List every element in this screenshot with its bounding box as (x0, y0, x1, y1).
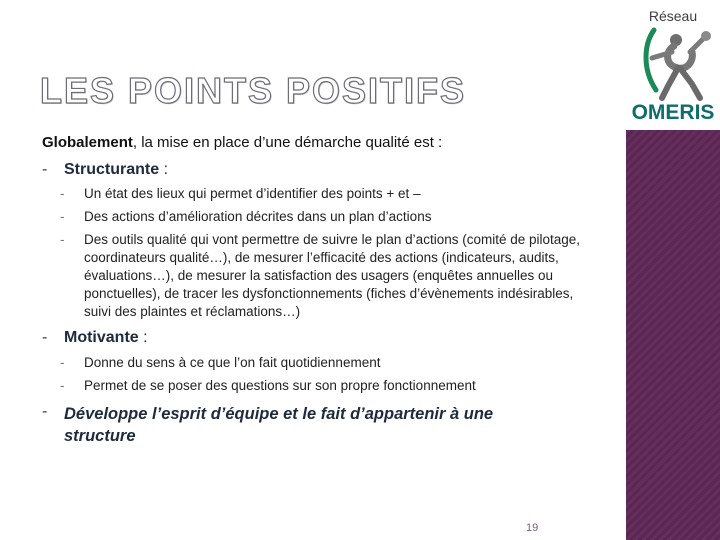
page-number: 19 (526, 522, 539, 534)
bullet-dash: - (42, 403, 48, 420)
discobolus-statue-icon (634, 24, 716, 104)
list-item-text: Des actions d’amélioration décrites dans un plan d’actions (84, 209, 432, 224)
section-suffix: : (159, 161, 169, 178)
bullet-dash: - (60, 186, 65, 201)
list-item-text: Permet de se poser des questions sur son propre fonctionnement (84, 378, 476, 393)
list-item-text: Un état des lieux qui permet d’identifier des points + et – (84, 186, 421, 201)
bullet-dash: - (60, 232, 65, 247)
bullet-dash: - (42, 329, 48, 346)
intro-rest: , la mise en place d’une démarche qualité est : (132, 134, 443, 151)
bullet-dash: - (60, 355, 65, 370)
list-item-text: Des outils qualité qui vont permettre de suivre le plan d’actions (comité de pilotage, coordinateurs qualité…), de mesurer l’efficacité des actions (indicateurs, audits, évaluations…), de mesurer la satisfaction des usagers (enquêtes annuelles ou ponctuelles), de tracer les dysfonctionnements (fiches d’évènements indésirables, suivi des plaintes et réclamations…) (84, 232, 581, 319)
omeris-logo (626, 0, 720, 130)
bullet-dash: - (60, 378, 65, 393)
section-label: Structurante (64, 161, 160, 178)
bullet-dash: - (60, 209, 65, 224)
logo-top-text: Réseau (648, 8, 698, 24)
intro-bold: Globalement (42, 134, 133, 151)
intro-text (42, 134, 442, 151)
list-item-text: Donne du sens à ce que l’on fait quotidiennement (84, 355, 381, 370)
logo-bottom-text: OMERIS (631, 101, 715, 124)
section-suffix: : (138, 329, 148, 346)
bullet-dash: - (42, 161, 48, 178)
page-title: LES POINTS POSITIFS (40, 70, 467, 111)
section-label: Motivante (64, 329, 139, 346)
final-point: Développe l’esprit d’équipe et le fait d’appartenir à une structure (64, 405, 494, 445)
